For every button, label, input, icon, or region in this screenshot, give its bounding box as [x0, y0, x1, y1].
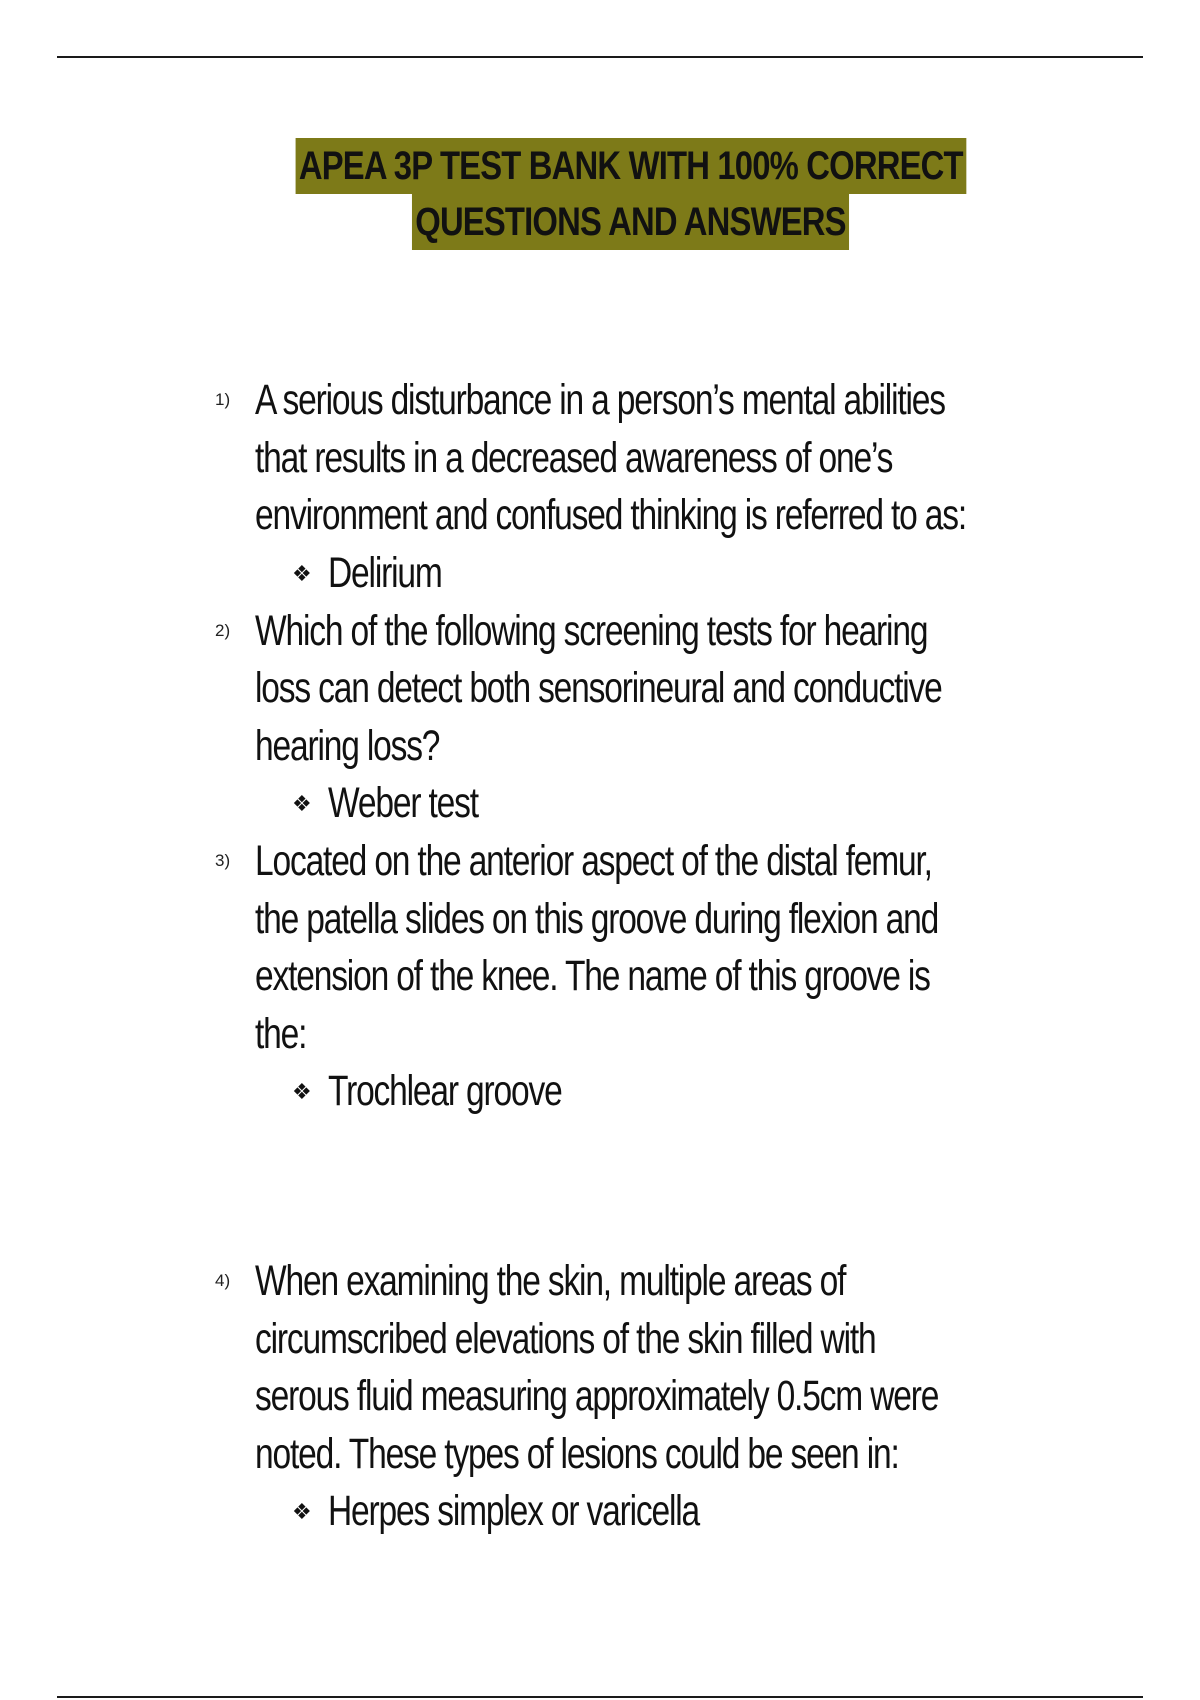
question-1	[0, 372, 975, 545]
answer-text: Weber test	[328, 779, 478, 827]
question-4	[0, 1253, 975, 1483]
answer-2	[0, 775, 1200, 833]
question-number: 1)	[215, 390, 231, 409]
diamond-bullet-icon: ❖	[292, 791, 312, 816]
question-list	[0, 372, 1200, 1541]
diamond-bullet-icon: ❖	[292, 1079, 312, 1104]
question-text: Which of the following screening tests for hearing loss can detect both sensorineural and conductive hearing loss?	[255, 606, 942, 770]
question-text: When examining the skin, multiple areas of circumscribed elevations of the skin filled with serous fluid measuring approximately 0.5cm were noted. These types of lesions could be seen in:	[255, 1257, 939, 1478]
answer-1	[0, 545, 1200, 603]
bottom-rule	[57, 1696, 1143, 1698]
question-3	[0, 833, 975, 1063]
diamond-bullet-icon: ❖	[292, 1499, 312, 1524]
document-title	[0, 138, 1200, 250]
title-line-1: APEA 3P TEST BANK WITH 100% CORRECT	[296, 138, 966, 194]
question-text: A serious disturbance in a person’s mental abilities that results in a decreased awareness of one’s environment and confused thinking is referred to as:	[255, 376, 967, 539]
question-2	[0, 603, 975, 776]
answer-text: Delirium	[328, 548, 442, 597]
answer-4	[0, 1483, 1200, 1541]
answer-text: Trochlear groove	[328, 1067, 562, 1115]
answer-3	[0, 1063, 1200, 1121]
diamond-bullet-icon: ❖	[292, 560, 312, 586]
section-gap	[0, 1121, 1200, 1253]
question-number: 2)	[215, 620, 231, 640]
question-number: 4)	[215, 1271, 231, 1290]
question-text: Located on the anterior aspect of the distal femur, the patella slides on this groove during flexion and extension of the knee. The name of this groove is the:	[255, 837, 939, 1058]
answer-text: Herpes simplex or varicella	[328, 1487, 700, 1535]
title-line-2: QUESTIONS AND ANSWERS	[411, 194, 848, 250]
question-number: 3)	[215, 851, 231, 870]
top-rule	[57, 56, 1143, 58]
